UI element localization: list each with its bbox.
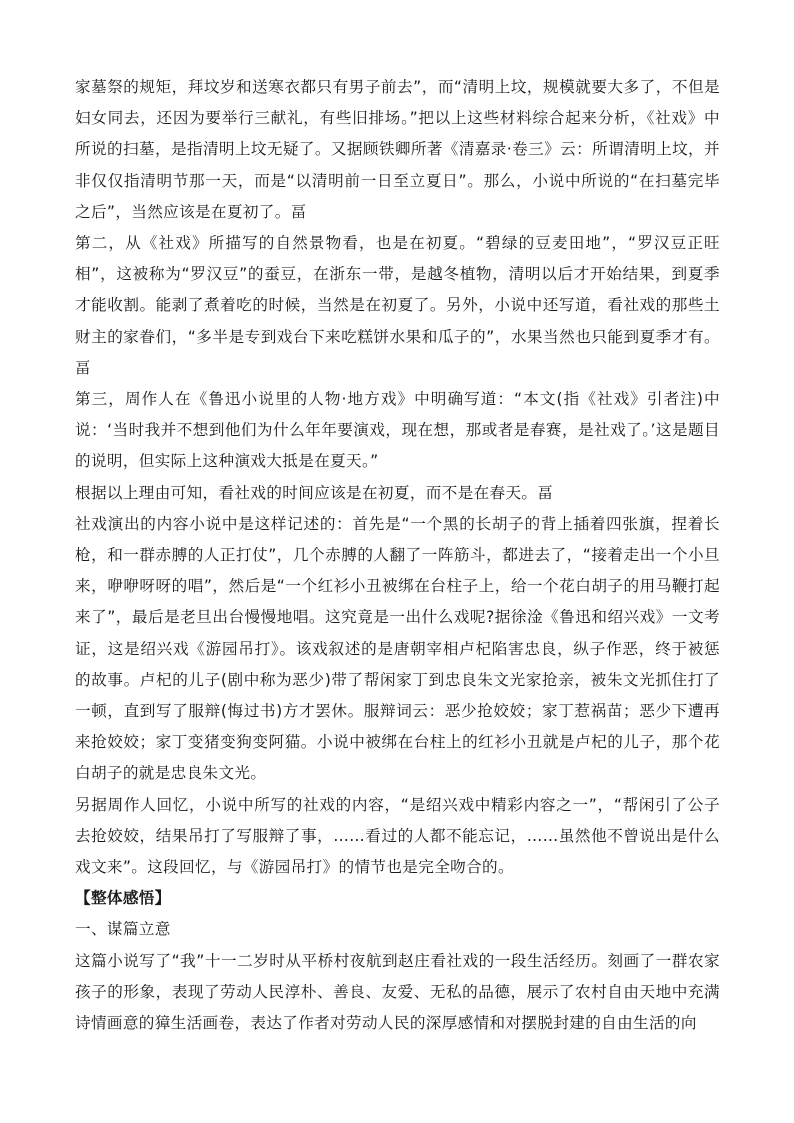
paragraph-qingming-grave-sweeping [75,72,720,228]
section-heading-overall-perception: 【整体感悟】 [75,889,171,908]
paragraph-conclusion-early-summer [75,478,720,509]
paragraph-text: 社戏演出的内容小说中是这样记述的：首先是“一个黑的长胡子的背上插着四张旗，捏着长枪，和一群赤膊的人正打仗”，几个赤膊的人翻了一阵筋斗，都进去了，“接着走出一个小旦来，咿咿呀呀的唱”，然后是“一个红衫小丑被绑在台柱子上，给一个花白胡子的用马鞭打起来了”，最后是老旦出台慢慢地唱。这究竟是一出什么戏呢?据徐淦《鲁迅和绍兴戏》一文考证，这是绍兴戏《游园吊打》。该戏叙述的是唐朝宰相卢杞陷害忠良，纵子作恶，终于被惩的故事。卢杞的儿子(剧中称为恶少)带了帮闲家丁到忠良朱文光家抢亲，被朱文光抓住打了一顿，直到写了服辩(悔过书)方才罢休。服辩词云：恶少抢姣姣；家丁惹祸苗；恶少下遭再来抢姣姣；家丁变猪变狗变阿猫。小说中被绑在台柱上的红衫小丑就是卢杞的儿子，那个花白胡子的就是忠良朱文光。 [75,514,720,783]
paragraph-third-reason-zhou-zuoren [75,384,720,478]
paragraph-opera-content [75,509,720,790]
paragraph-end-mark: 畐 [537,483,554,502]
paragraph-text: 第三，周作人在《鲁迅小说里的人物·地方戏》中明确写道：“本文(指《社戏》引者注)中说：‘当时我并不想到他们为什么年年要演戏，现在想，那或者是春赛，是社戏了。’这是题目的说明，但实际上这种演戏大抵是在夏天。” [75,390,720,471]
paragraph-text: 根据以上理由可知，看社戏的时间应该是在初夏，而不是在春天。 [75,483,538,502]
paragraph-second-reason-scenery [75,228,720,384]
paragraph-end-mark: 畐 [75,358,91,377]
paragraph-text: 另据周作人回忆，小说中所写的社戏的内容，“是绍兴戏中精彩内容之一”，“帮闲引了公子去抢姣姣，结果吊打了写服辩了事，……看过的人都不能忘记，……虽然他不曾说出是什么戏文来”。这段回忆，与《游园吊打》的情节也是完全吻合的。 [75,795,720,877]
paragraph-zhou-zuoren-memory [75,790,720,884]
paragraph-end-mark: 畐 [290,202,307,221]
paragraph-text: 这篇小说写了“我”十一二岁时从平桥村夜航到赵庄看社戏的一段生活经历。刻画了一群农家孩子的形象，表现了劳动人民淳朴、善良、友爱、无私的品德，展示了农村自由天地中充满诗情画意的獐生活画卷，表达了作者对劳动人民的深厚感情和对摆脱封建的自由生活的向 [75,951,720,1033]
document-body [75,72,720,1039]
paragraph-story-summary [75,946,720,1040]
paragraph-text: 第二，从《社戏》所描写的自然景物看，也是在初夏。“碧绿的豆麦田地”，“罗汉豆正旺相”，这被称为“罗汉豆”的蚕豆，在浙东一带，是越冬植物，清明以后才开始结果，到夏季才能收割。能剥了煮着吃的时候，当然是在初夏了。另外，小说中还写道，看社戏的那些土财主的家眷们，“多半是专到戏台下来吃糕饼水果和瓜子的”，水果当然也只能到夏季才有。 [75,234,720,346]
subheading-structure-theme: 一、谋篇立意 [75,920,171,939]
paragraph-text: 家墓祭的规矩，拜坟岁和送寒衣都只有男子前去”，而“清明上坟，规模就要大多了，不但是妇女同去，还因为要举行三献礼，有些旧排场。”把以上这些材料综合起来分析，《社戏》中所说的扫墓，是指清明上坟无疑了。又据顾铁卿所著《清嘉录·卷三》云：所谓清明上坟，并非仅仅指清明节那一天，而是“以清明前一日至立夏日”。那么，小说中所说的“在扫墓完毕之后”，当然应该是在夏初了。 [75,78,720,221]
